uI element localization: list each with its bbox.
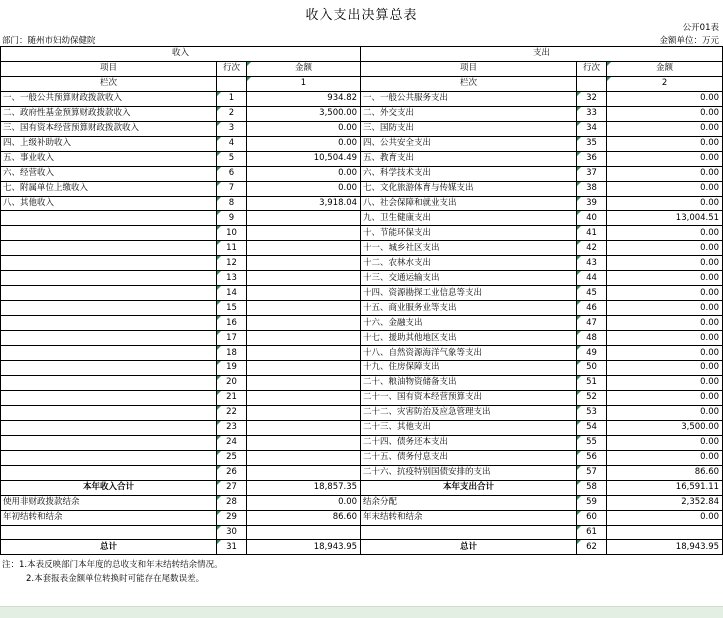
department-label: 部门：随州市妇幼保健院	[2, 36, 96, 46]
income-item: 四、上级补助收入	[1, 136, 217, 151]
income-item	[1, 301, 217, 316]
expense-item: 本年支出合计	[361, 480, 577, 495]
table-row	[1, 495, 723, 510]
expense-col-number: 2	[607, 76, 723, 91]
expense-amount: 0.00	[607, 136, 723, 151]
expense-row-number: 60	[577, 510, 607, 525]
expense-row-number: 53	[577, 405, 607, 420]
expense-row-number: 41	[577, 226, 607, 241]
expense-row-number: 43	[577, 256, 607, 271]
income-item: 总计	[1, 540, 217, 555]
sheet-bottom-strip	[0, 606, 723, 618]
income-amount	[247, 256, 361, 271]
income-row-number: 7	[217, 181, 247, 196]
expense-item: 二十、粮油物资储备支出	[361, 375, 577, 390]
income-rowno-header: 行次	[217, 61, 247, 76]
table-row	[1, 121, 723, 136]
income-item-header: 项目	[1, 61, 217, 76]
expense-section-header: 支出	[361, 47, 723, 62]
table-row	[1, 286, 723, 301]
income-amount	[247, 241, 361, 256]
expense-amount: 0.00	[607, 106, 723, 121]
income-col-number: 1	[247, 76, 361, 91]
expense-row-number: 38	[577, 181, 607, 196]
income-row-number: 8	[217, 196, 247, 211]
income-item: 五、事业收入	[1, 151, 217, 166]
expense-amount: 2,352.84	[607, 495, 723, 510]
income-amount	[247, 420, 361, 435]
expense-amount: 0.00	[607, 196, 723, 211]
table-row	[1, 405, 723, 420]
income-item	[1, 405, 217, 420]
expense-amount: 0.00	[607, 121, 723, 136]
expense-amount: 0.00	[607, 181, 723, 196]
expense-item: 十、节能环保支出	[361, 226, 577, 241]
expense-row-number: 39	[577, 196, 607, 211]
income-amount: 10,504.49	[247, 151, 361, 166]
income-amount: 3,500.00	[247, 106, 361, 121]
expense-amount: 18,943.95	[607, 540, 723, 555]
expense-amount: 0.00	[607, 271, 723, 286]
income-amount: 18,943.95	[247, 540, 361, 555]
income-row-number: 12	[217, 256, 247, 271]
income-section-header: 收入	[1, 47, 361, 62]
income-row-number: 17	[217, 331, 247, 346]
expense-item	[361, 525, 577, 540]
income-amount	[247, 435, 361, 450]
income-col-label: 栏次	[1, 76, 217, 91]
income-amount: 0.00	[247, 121, 361, 136]
income-row-number: 3	[217, 121, 247, 136]
income-amount	[247, 465, 361, 480]
expense-item: 十一、城乡社区支出	[361, 241, 577, 256]
table-row	[1, 151, 723, 166]
expense-row-number: 54	[577, 420, 607, 435]
income-row-number: 21	[217, 390, 247, 405]
income-amount: 0.00	[247, 166, 361, 181]
income-amount	[247, 211, 361, 226]
form-number: 公开01表	[682, 23, 719, 33]
table-row	[1, 390, 723, 405]
expense-row-number: 45	[577, 286, 607, 301]
income-amount	[247, 450, 361, 465]
income-amount	[247, 301, 361, 316]
expense-row-number: 49	[577, 346, 607, 361]
expense-item: 三、国防支出	[361, 121, 577, 136]
expense-amount: 0.00	[607, 91, 723, 106]
expense-amount: 0.00	[607, 390, 723, 405]
column-header-row	[1, 61, 723, 76]
expense-item: 二十三、其他支出	[361, 420, 577, 435]
income-row-number: 30	[217, 525, 247, 540]
expense-row-number: 57	[577, 465, 607, 480]
expense-row-number: 52	[577, 390, 607, 405]
table-row	[1, 420, 723, 435]
table-row	[1, 331, 723, 346]
table-row	[1, 271, 723, 286]
expense-amount: 0.00	[607, 405, 723, 420]
expense-amount: 0.00	[607, 361, 723, 376]
income-row-number: 9	[217, 211, 247, 226]
table-row	[1, 241, 723, 256]
expense-item: 七、文化旅游体育与传媒支出	[361, 181, 577, 196]
income-row-number: 31	[217, 540, 247, 555]
expense-row-number: 42	[577, 241, 607, 256]
expense-amount: 13,004.51	[607, 211, 723, 226]
expense-item: 二十五、债务付息支出	[361, 450, 577, 465]
expense-item: 六、科学技术支出	[361, 166, 577, 181]
expense-amount: 0.00	[607, 241, 723, 256]
income-row-number: 25	[217, 450, 247, 465]
income-row-number: 19	[217, 361, 247, 376]
table-row	[1, 181, 723, 196]
income-row-number: 10	[217, 226, 247, 241]
expense-row-number: 48	[577, 331, 607, 346]
report-title: 收入支出决算总表	[305, 8, 418, 23]
income-row-number: 20	[217, 375, 247, 390]
income-amount	[247, 271, 361, 286]
income-amount	[247, 375, 361, 390]
expense-amount	[607, 525, 723, 540]
income-row-number: 6	[217, 166, 247, 181]
income-item	[1, 256, 217, 271]
income-amount: 934.82	[247, 91, 361, 106]
income-row-number: 16	[217, 316, 247, 331]
table-row	[1, 136, 723, 151]
income-row-number: 18	[217, 346, 247, 361]
expense-item: 二、外交支出	[361, 106, 577, 121]
expense-row-number: 37	[577, 166, 607, 181]
expense-row-number: 33	[577, 106, 607, 121]
expense-row-number: 58	[577, 480, 607, 495]
income-amount	[247, 316, 361, 331]
expense-rowno-header: 行次	[577, 61, 607, 76]
expense-amount: 86.60	[607, 465, 723, 480]
expense-row-number: 55	[577, 435, 607, 450]
table-row	[1, 166, 723, 181]
table-row	[1, 346, 723, 361]
income-amount: 18,857.35	[247, 480, 361, 495]
table-row	[1, 510, 723, 525]
income-amount: 86.60	[247, 510, 361, 525]
income-item	[1, 211, 217, 226]
expense-item: 十四、资源勘探工业信息等支出	[361, 286, 577, 301]
expense-item: 二十一、国有资本经营预算支出	[361, 390, 577, 405]
income-item	[1, 435, 217, 450]
table-row	[1, 301, 723, 316]
expense-row-number: 56	[577, 450, 607, 465]
expense-item: 十三、交通运输支出	[361, 271, 577, 286]
expense-amount: 0.00	[607, 151, 723, 166]
income-amount	[247, 525, 361, 540]
table-row	[1, 91, 723, 106]
income-amount	[247, 346, 361, 361]
income-item: 八、其他收入	[1, 196, 217, 211]
expense-item: 十七、援助其他地区支出	[361, 331, 577, 346]
income-row-number: 28	[217, 495, 247, 510]
expense-amount: 0.00	[607, 166, 723, 181]
income-item	[1, 450, 217, 465]
income-item	[1, 286, 217, 301]
expense-row-number: 61	[577, 525, 607, 540]
expense-item: 十二、农林水支出	[361, 256, 577, 271]
income-row-number: 27	[217, 480, 247, 495]
expense-amount-header: 金额	[607, 61, 723, 76]
expense-amount: 0.00	[607, 286, 723, 301]
income-row-number: 4	[217, 136, 247, 151]
expense-item: 年末结转和结余	[361, 510, 577, 525]
income-row-number: 22	[217, 405, 247, 420]
income-item	[1, 375, 217, 390]
income-row-number: 13	[217, 271, 247, 286]
income-amount: 0.00	[247, 136, 361, 151]
income-amount	[247, 331, 361, 346]
expense-item: 总计	[361, 540, 577, 555]
income-expense-table	[0, 46, 723, 555]
table-row	[1, 316, 723, 331]
expense-row-number: 34	[577, 121, 607, 136]
expense-amount: 0.00	[607, 226, 723, 241]
expense-amount: 0.00	[607, 450, 723, 465]
table-row	[1, 465, 723, 480]
table-row	[1, 196, 723, 211]
expense-row-number: 40	[577, 211, 607, 226]
table-row	[1, 540, 723, 555]
expense-row-number: 35	[577, 136, 607, 151]
income-row-number: 5	[217, 151, 247, 166]
expense-item: 十六、金融支出	[361, 316, 577, 331]
table-row	[1, 480, 723, 495]
expense-item: 二十二、灾害防治及应急管理支出	[361, 405, 577, 420]
expense-item: 二十六、抗疫特别国债安排的支出	[361, 465, 577, 480]
expense-row-number: 47	[577, 316, 607, 331]
expense-row-number: 32	[577, 91, 607, 106]
column-label-row	[1, 76, 723, 91]
income-row-number: 11	[217, 241, 247, 256]
income-item: 年初结转和结余	[1, 510, 217, 525]
expense-item: 八、社会保障和就业支出	[361, 196, 577, 211]
expense-item: 结余分配	[361, 495, 577, 510]
expense-amount: 0.00	[607, 331, 723, 346]
income-amount	[247, 226, 361, 241]
footnotes	[2, 558, 223, 586]
income-item: 本年收入合计	[1, 480, 217, 495]
income-row-number: 1	[217, 91, 247, 106]
expense-amount: 0.00	[607, 510, 723, 525]
income-row-number: 15	[217, 301, 247, 316]
income-amount	[247, 390, 361, 405]
income-amount: 0.00	[247, 495, 361, 510]
table-row	[1, 450, 723, 465]
footnote-2: 2.本套报表金额单位转换时可能存在尾数误差。	[26, 574, 205, 584]
expense-row-number: 36	[577, 151, 607, 166]
income-row-number: 26	[217, 465, 247, 480]
income-item: 二、政府性基金预算财政拨款收入	[1, 106, 217, 121]
expense-item: 九、卫生健康支出	[361, 211, 577, 226]
expense-item: 二十四、债务还本支出	[361, 435, 577, 450]
income-item: 六、经营收入	[1, 166, 217, 181]
table-row	[1, 226, 723, 241]
expense-amount: 0.00	[607, 435, 723, 450]
income-col-label-blank	[217, 76, 247, 91]
income-row-number: 14	[217, 286, 247, 301]
table-row	[1, 361, 723, 376]
income-item	[1, 346, 217, 361]
expense-amount: 0.00	[607, 346, 723, 361]
income-item	[1, 331, 217, 346]
expense-item: 四、公共安全支出	[361, 136, 577, 151]
table-row	[1, 435, 723, 450]
income-row-number: 24	[217, 435, 247, 450]
income-item	[1, 226, 217, 241]
income-item: 使用非财政拨款结余	[1, 495, 217, 510]
expense-item: 十五、商业服务业等支出	[361, 301, 577, 316]
expense-item: 一、一般公共服务支出	[361, 91, 577, 106]
income-item	[1, 420, 217, 435]
table-row	[1, 525, 723, 540]
income-item	[1, 390, 217, 405]
income-amount: 3,918.04	[247, 196, 361, 211]
expense-amount: 16,591.11	[607, 480, 723, 495]
table-row	[1, 106, 723, 121]
income-item	[1, 241, 217, 256]
expense-item: 十九、住房保障支出	[361, 361, 577, 376]
section-header-row	[1, 47, 723, 62]
income-item: 三、国有资本经营预算财政拨款收入	[1, 121, 217, 136]
income-item	[1, 465, 217, 480]
expense-row-number: 46	[577, 301, 607, 316]
income-item	[1, 316, 217, 331]
expense-row-number: 50	[577, 361, 607, 376]
expense-col-label: 栏次	[361, 76, 577, 91]
income-item	[1, 271, 217, 286]
expense-item: 十八、自然资源海洋气象等支出	[361, 346, 577, 361]
expense-amount: 0.00	[607, 301, 723, 316]
expense-amount: 3,500.00	[607, 420, 723, 435]
expense-row-number: 44	[577, 271, 607, 286]
income-amount	[247, 286, 361, 301]
income-row-number: 23	[217, 420, 247, 435]
table-row	[1, 375, 723, 390]
income-amount: 0.00	[247, 181, 361, 196]
table-row	[1, 211, 723, 226]
income-item	[1, 361, 217, 376]
expense-row-number: 59	[577, 495, 607, 510]
expense-row-number: 51	[577, 375, 607, 390]
expense-row-number: 62	[577, 540, 607, 555]
income-item: 一、一般公共预算财政拨款收入	[1, 91, 217, 106]
income-amount	[247, 405, 361, 420]
income-row-number: 2	[217, 106, 247, 121]
expense-col-label-blank	[577, 76, 607, 91]
income-amount-header: 金额	[247, 61, 361, 76]
footnote-1: 注：1.本表反映部门本年度的总收支和年末结转结余情况。	[2, 560, 223, 570]
expense-item: 五、教育支出	[361, 151, 577, 166]
expense-amount: 0.00	[607, 375, 723, 390]
table-row	[1, 256, 723, 271]
income-item: 七、附属单位上缴收入	[1, 181, 217, 196]
income-row-number: 29	[217, 510, 247, 525]
expense-amount: 0.00	[607, 316, 723, 331]
income-item	[1, 525, 217, 540]
expense-item-header: 项目	[361, 61, 577, 76]
expense-amount: 0.00	[607, 256, 723, 271]
unit-label: 金额单位：万元	[659, 36, 719, 46]
income-amount	[247, 361, 361, 376]
